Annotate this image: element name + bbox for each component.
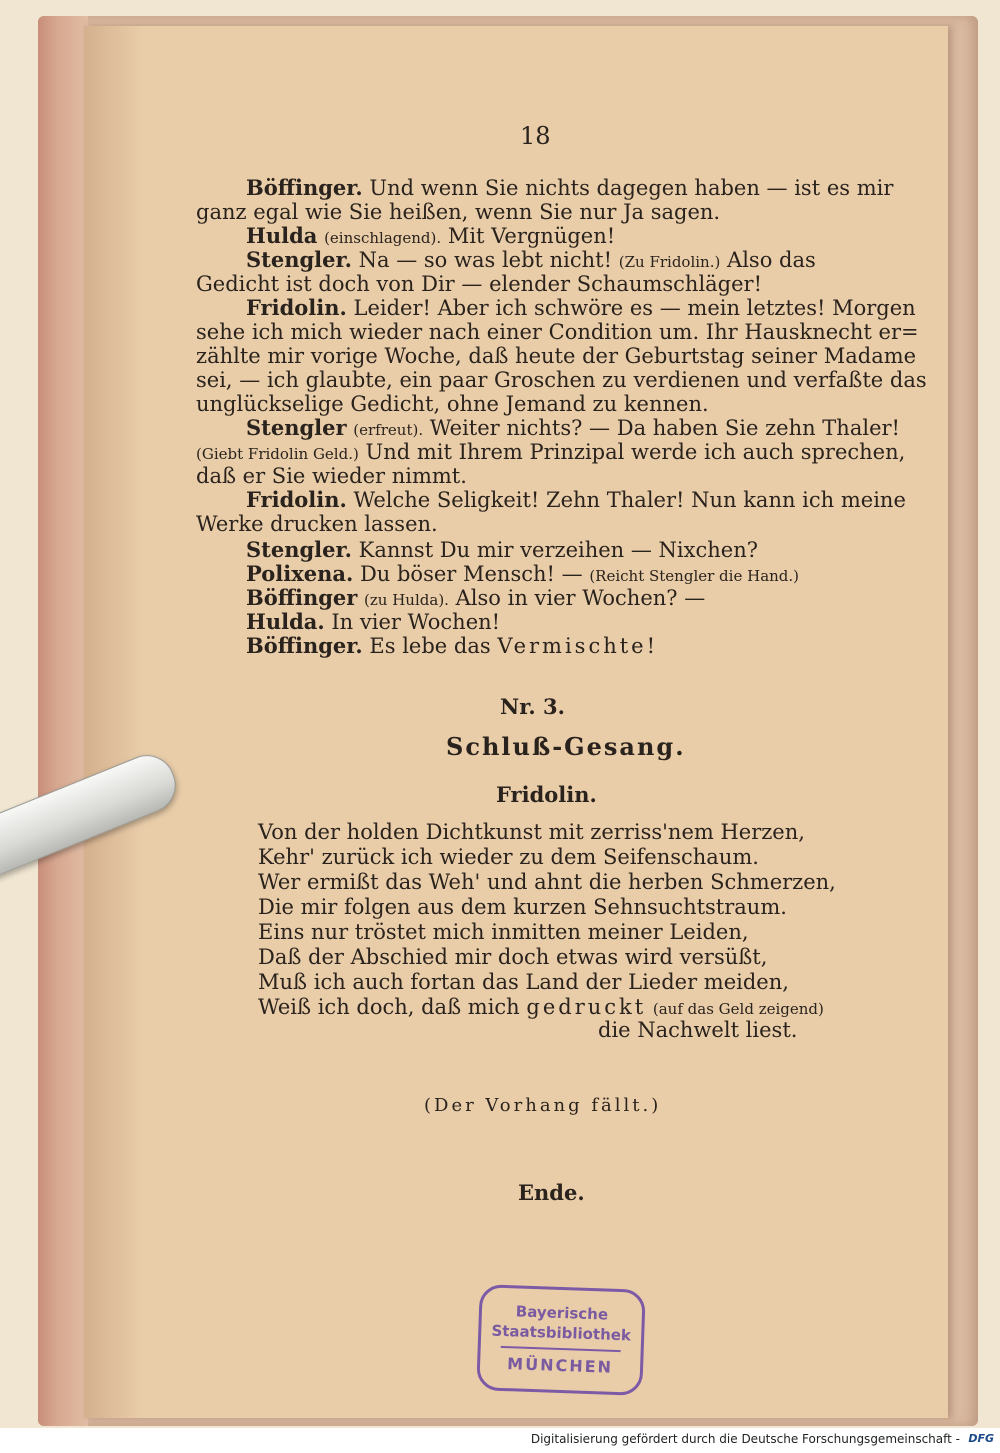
footer-credit: Digitalisierung gefördert durch die Deutsche Forschungsgemeinschaft -	[530, 1432, 960, 1446]
dialogue-line	[196, 440, 906, 466]
library-stamp	[476, 1284, 646, 1396]
speaker-name: Polixena.	[246, 561, 354, 586]
speaker-name: Stengler.	[246, 537, 352, 562]
dialogue-line	[246, 488, 946, 512]
dialogue-text: In vier Wochen!	[331, 610, 501, 634]
speaker-name: Stengler.	[246, 247, 352, 272]
poem-text: Weiß ich doch, daß mich	[258, 995, 520, 1019]
speaker-name: Stengler	[246, 415, 347, 440]
gutter-shadow	[84, 26, 144, 1418]
poem-line: Die mir folgen aus dem kurzen Sehnsuchtstraum.	[258, 895, 787, 919]
stage-direction-curtain: (Der Vorhang fällt.)	[424, 1095, 662, 1116]
speaker-name: Hulda	[246, 223, 318, 248]
dialogue-text: sei, — ich glaubte, ein paar Groschen zu verdienen und verfaßte das	[196, 368, 927, 392]
dialogue-text: sehe ich mich wieder nach einer Condition um. Ihr Hausknecht er=	[196, 320, 919, 344]
stage-direction: (Zu Fridolin.)	[618, 253, 721, 271]
dialogue-line	[246, 296, 946, 320]
stamp-divider	[501, 1346, 621, 1352]
dialogue-line	[196, 272, 896, 296]
poem-line: Muß ich auch fortan das Land der Lieder meiden,	[258, 970, 789, 994]
page-number: 18	[520, 122, 551, 150]
stage-direction: (zu Hulda).	[364, 591, 449, 609]
stage-direction: (erfreut).	[353, 421, 424, 439]
poem-line: die Nachwelt liest.	[598, 1018, 798, 1042]
poem-text-spaced: gedruckt	[526, 995, 647, 1019]
poem-line: Eins nur tröstet mich inmitten meiner Leiden,	[258, 920, 749, 944]
dialogue-line	[196, 368, 927, 392]
dialogue-text: Also in vier Wochen? —	[455, 586, 706, 610]
dialogue-text-spaced: Vermischte!	[497, 634, 659, 658]
poem-speaker: Fridolin.	[496, 782, 597, 807]
poem-line: Wer ermißt das Weh' und ahnt die herben Schmerzen,	[258, 870, 836, 894]
dialogue-line	[246, 538, 946, 562]
dialogue-text: Leider! Aber ich schwöre es — mein letztes! Morgen	[353, 296, 916, 320]
stamp-line: Staatsbibliothek	[491, 1321, 632, 1345]
dialogue-line	[246, 176, 946, 200]
dialogue-text: zählte mir vorige Woche, daß heute der Geburtstag seiner Madame	[196, 344, 917, 368]
stamp-line: Bayerische	[515, 1302, 609, 1324]
dialogue-text: daß er Sie wieder nimmt.	[196, 464, 467, 488]
speaker-name: Böffinger.	[246, 633, 363, 658]
end-mark: Ende.	[518, 1180, 585, 1205]
dialogue-line	[196, 320, 919, 344]
dialogue-line	[196, 200, 896, 224]
dialogue-text: Weiter nichts? — Da haben Sie zehn Thaler!	[429, 416, 900, 440]
dialogue-line	[246, 610, 946, 634]
dialogue-text: ganz egal wie Sie heißen, wenn Sie nur Ja sagen.	[196, 200, 721, 224]
speaker-name: Hulda.	[246, 609, 325, 634]
speaker-name: Fridolin.	[246, 295, 347, 320]
dialogue-text: Und wenn Sie nichts dagegen haben — ist es mir	[369, 176, 894, 200]
stage-direction: (auf das Geld zeigend)	[652, 1000, 824, 1018]
speaker-name: Böffinger.	[246, 175, 363, 200]
dialogue-line	[246, 416, 946, 442]
section-number: Nr. 3.	[500, 694, 565, 719]
speaker-name: Böffinger	[246, 585, 358, 610]
dialogue-line	[246, 586, 946, 612]
dialogue-text: Gedicht ist doch von Dir — elender Schaumschläger!	[196, 272, 763, 296]
speaker-name: Fridolin.	[246, 487, 347, 512]
page-edges	[38, 16, 88, 1426]
dialogue-text: Welche Seligkeit! Zehn Thaler! Nun kann ich meine	[353, 488, 906, 512]
dialogue-text: Werke drucken lassen.	[196, 512, 438, 536]
dialogue-line	[196, 392, 896, 416]
stamp-line: MÜNCHEN	[506, 1354, 614, 1377]
dialogue-line	[246, 248, 946, 274]
dfg-logo: DFG	[968, 1432, 994, 1445]
dialogue-text: Na — so was lebt nicht!	[358, 248, 613, 272]
poem-line: Daß der Abschied mir doch etwas wird versüßt,	[258, 945, 768, 969]
dialogue-text: Und mit Ihrem Prinzipal werde ich auch sprechen,	[365, 440, 906, 464]
poem-line: Kehr' zurück ich wieder zu dem Seifenschaum.	[258, 845, 759, 869]
dialogue-line	[196, 512, 896, 536]
stage-direction: (einschlagend).	[324, 229, 442, 247]
poem-line: Von der holden Dichtkunst mit zerriss'nem Herzen,	[258, 820, 805, 844]
stage-direction: (Reicht Stengler die Hand.)	[589, 567, 800, 585]
dialogue-text: Also das	[727, 248, 816, 272]
dialogue-text: Es lebe das	[369, 634, 491, 658]
dialogue-line	[196, 464, 896, 488]
dialogue-text: Kannst Du mir verzeihen — Nixchen?	[358, 538, 758, 562]
dialogue-line	[246, 634, 946, 658]
section-title: Schluß-Gesang.	[446, 732, 686, 761]
dialogue-line	[196, 344, 917, 368]
stage-direction: (Giebt Fridolin Geld.)	[196, 445, 359, 463]
dialogue-text: Du böser Mensch! —	[359, 562, 583, 586]
dialogue-text: Mit Vergnügen!	[447, 224, 616, 248]
dialogue-text: unglückselige Gedicht, ohne Jemand zu kennen.	[196, 392, 709, 416]
